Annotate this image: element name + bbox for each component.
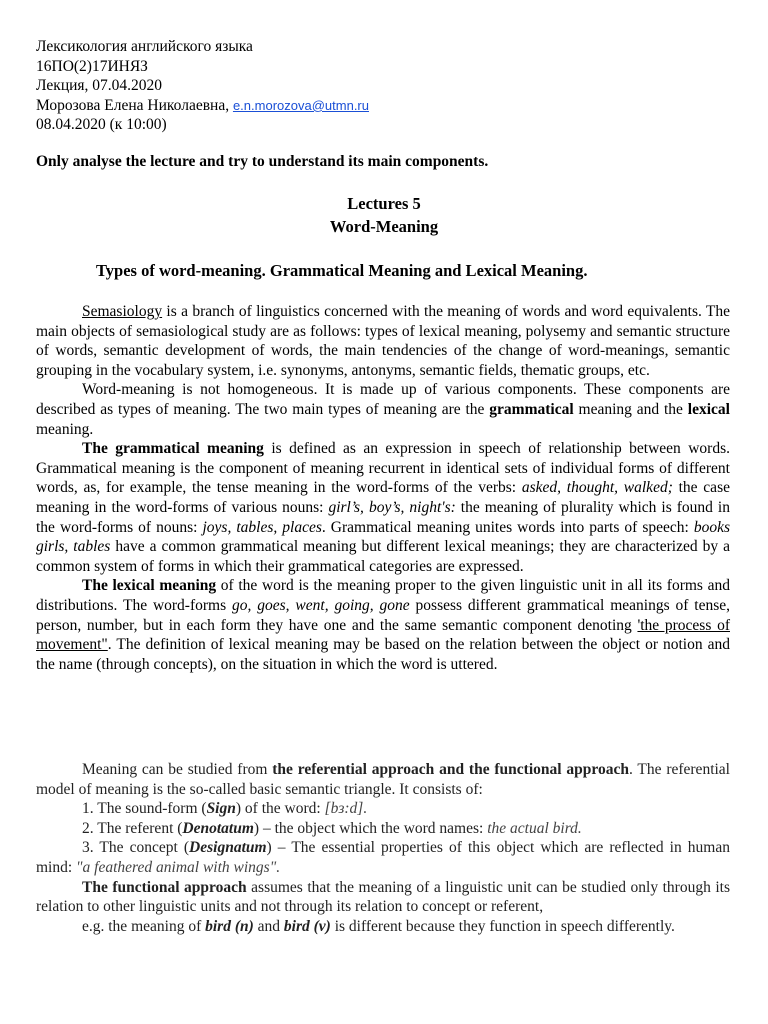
paragraph-semasiology	[36, 302, 730, 380]
paragraph-text: is different because they function in speech differently.	[330, 917, 675, 935]
example-words: the actual bird.	[487, 819, 582, 837]
example-bird-verb: bird (v)	[283, 917, 331, 935]
paragraph-text: the case meaning in the word-forms of various nouns:	[36, 479, 730, 516]
lecture-date: Лекция, 07.04.2020	[36, 77, 163, 95]
paragraph-text: the meaning of plurality which is found in the word-forms of nouns:	[36, 498, 730, 536]
paragraph-text: is defined as an expression in speech of relationship between words. Grammatical meaning is the component of meaning recurrent in identical sets of individual forms of different words, as, for example, the tense meaning in the word-forms of the verbs:	[36, 440, 730, 497]
lecture-topic: Word-Meaning	[329, 217, 439, 236]
example-words: asked, thought, walked;	[521, 479, 673, 497]
underlined-phrase: 'the process of movement"	[36, 616, 730, 654]
term-functional-approach: The functional approach	[82, 878, 247, 896]
email-link[interactable]: e.n.morozova@utmn.ru	[232, 97, 369, 113]
lecture-title: Types of word-meaning. Grammatical Meaning and Lexical Meaning.	[96, 261, 588, 280]
instruction: Only analyse the lecture and try to understand its main components.	[36, 153, 489, 170]
document-header	[36, 37, 369, 135]
example-words: books girls, tables	[36, 518, 731, 556]
deadline: 08.04.2020 (к 10:00)	[36, 116, 167, 134]
paragraph-text: Meaning can be studied from	[82, 761, 273, 778]
lecture-heading	[0, 192, 768, 238]
paragraph-text: . The definition of lexical meaning may be based on the relation between the object or notion and the name (through concepts), on the situation in which the word is uttered.	[36, 636, 730, 673]
list-item-denotatum	[36, 819, 730, 839]
term-sign: Sign	[206, 800, 236, 818]
term-lexical: lexical	[687, 400, 730, 418]
example-words: "a feathered animal with wings".	[76, 858, 281, 876]
paragraph-text: assumes that the meaning of a linguistic unit can be studied only through its relation to other linguistic units and not through its relation to concept or referent,	[36, 878, 730, 916]
list-text: ) of the word:	[235, 800, 325, 818]
paragraph-functional-approach	[36, 878, 730, 917]
transcription: [bз:d].	[324, 800, 368, 818]
paragraph-word-meaning	[36, 380, 730, 439]
list-text: 3. The concept (	[82, 839, 190, 857]
paragraph-text: meaning and the	[573, 400, 688, 418]
example-words: joys, tables, places	[202, 518, 322, 536]
paragraph-text: and	[253, 917, 284, 935]
author-name: Морозова Елена Николаевна,	[36, 96, 233, 114]
paragraph-text: is a branch of linguistics concerned with the meaning of words and word equivalents. The main objects of semasiological study are as follows: types of lexical meaning, polysemy and semantic structure of words, semantic development of words, the main tendencies of the change of word-meanings, semantic grouping in the vocabulary system, i.e. synonyms, antonyms, semantic fields, thematic groups, etc.	[36, 303, 730, 379]
paragraph-text: meaning.	[36, 420, 94, 438]
paragraph-text: of the word is the meaning proper to the given linguistic unit in all its forms and distributions. The word-forms	[36, 577, 730, 614]
term-designatum: Designatum	[189, 839, 267, 857]
list-item-sign	[36, 799, 730, 819]
term-denotatum: Denotatum	[182, 819, 254, 837]
paragraph-text: possess different grammatical meanings of tense, person, number, but in each form they have one and the same semantic component denoting	[36, 596, 730, 634]
author-line	[36, 96, 369, 116]
example-words: girl’s, boy’s, night's:	[328, 498, 456, 516]
paragraph-example	[36, 917, 730, 937]
lecture-body	[36, 302, 730, 674]
paragraph-text: have a common grammatical meaning but different lexical meanings; they are characterized by a common system of forms in which their grammatical categories are expressed.	[36, 538, 730, 575]
list-text: 2. The referent (	[82, 819, 183, 837]
paragraph-lexical-meaning	[36, 576, 730, 674]
list-text: ) – The essential properties of this object which are reflected in human mind:	[36, 839, 730, 876]
lecture-number: Lectures 5	[347, 194, 421, 213]
paragraph-text: e.g. the meaning of	[82, 917, 206, 935]
group-code: 16ПО(2)17ИНЯЗ	[36, 57, 148, 75]
list-item-designatum	[36, 838, 730, 877]
term-approaches: the referential approach and the functional approach	[272, 761, 629, 778]
term-semasiology: Semasiology	[82, 303, 163, 320]
paragraph-approaches	[36, 760, 730, 799]
paragraph-text: Word-meaning is not homogeneous. It is made up of various components. These components are described as types of meaning. The two main types of meaning are the	[36, 381, 730, 418]
term-grammatical-meaning: The grammatical meaning	[82, 440, 264, 458]
paragraph-text: . Grammatical meaning unites words into parts of speech:	[321, 518, 694, 536]
term-grammatical: grammatical	[489, 400, 574, 418]
paragraph-grammatical-meaning	[36, 439, 730, 576]
paragraph-text: . The referential model of meaning is the so-called basic semantic triangle. It consists of:	[36, 761, 730, 798]
list-text: ) – the object which the word names:	[253, 819, 488, 837]
approaches-section	[36, 760, 730, 936]
example-bird-noun: bird (n)	[205, 917, 254, 935]
course-name: Лексикология английского языка	[36, 38, 253, 55]
example-words: go, goes, went, going, gone	[232, 596, 410, 614]
term-lexical-meaning: The lexical meaning	[82, 577, 217, 595]
list-text: 1. The sound-form (	[82, 800, 207, 818]
